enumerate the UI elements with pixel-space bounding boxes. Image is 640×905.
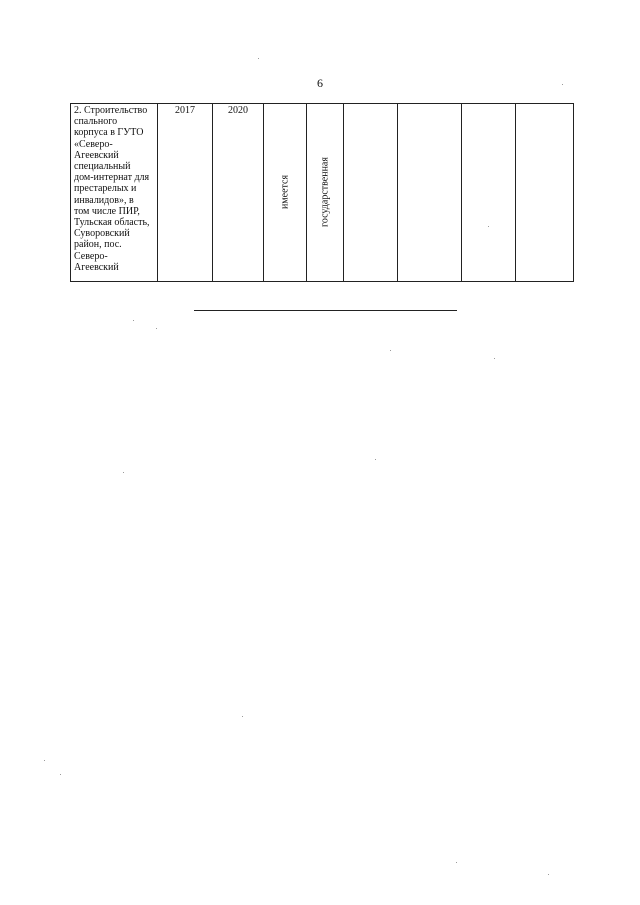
scan-speck: [456, 862, 457, 863]
project-table: [70, 103, 574, 282]
scan-speck: [242, 716, 243, 717]
scan-speck: [488, 226, 489, 227]
start-year-cell: 2017: [158, 104, 213, 282]
scan-speck: [60, 774, 61, 775]
end-year-cell: 2020: [213, 104, 264, 282]
scan-speck: [390, 350, 391, 351]
empty-cell: [462, 104, 516, 282]
scan-speck: [562, 84, 563, 85]
scan-speck: [156, 328, 157, 329]
empty-cell: [516, 104, 574, 282]
status-cell: [264, 104, 307, 282]
empty-cell: [344, 104, 398, 282]
scan-speck: [123, 472, 124, 473]
page-number: 6: [317, 76, 323, 90]
scan-speck: [494, 358, 495, 359]
ownership-text: государственная: [319, 157, 331, 227]
closing-rule: [194, 310, 457, 311]
scan-speck: [44, 760, 45, 761]
scan-speck: [375, 459, 376, 460]
table-row: [71, 104, 574, 282]
project-description-cell: 2. Строительство спального корпуса в ГУТО «Северо- Агеевский специальный дом-интернат для престарелых и инвалидов», в том числе ПИР, Тульская область, Суворовский район, пос. Северо- Агеевский: [71, 104, 158, 282]
scan-speck: [258, 58, 259, 59]
empty-cell: [398, 104, 462, 282]
scan-speck: [133, 320, 134, 321]
ownership-cell: [307, 104, 344, 282]
status-text: имеется: [279, 174, 291, 210]
scan-speck: [548, 874, 549, 875]
